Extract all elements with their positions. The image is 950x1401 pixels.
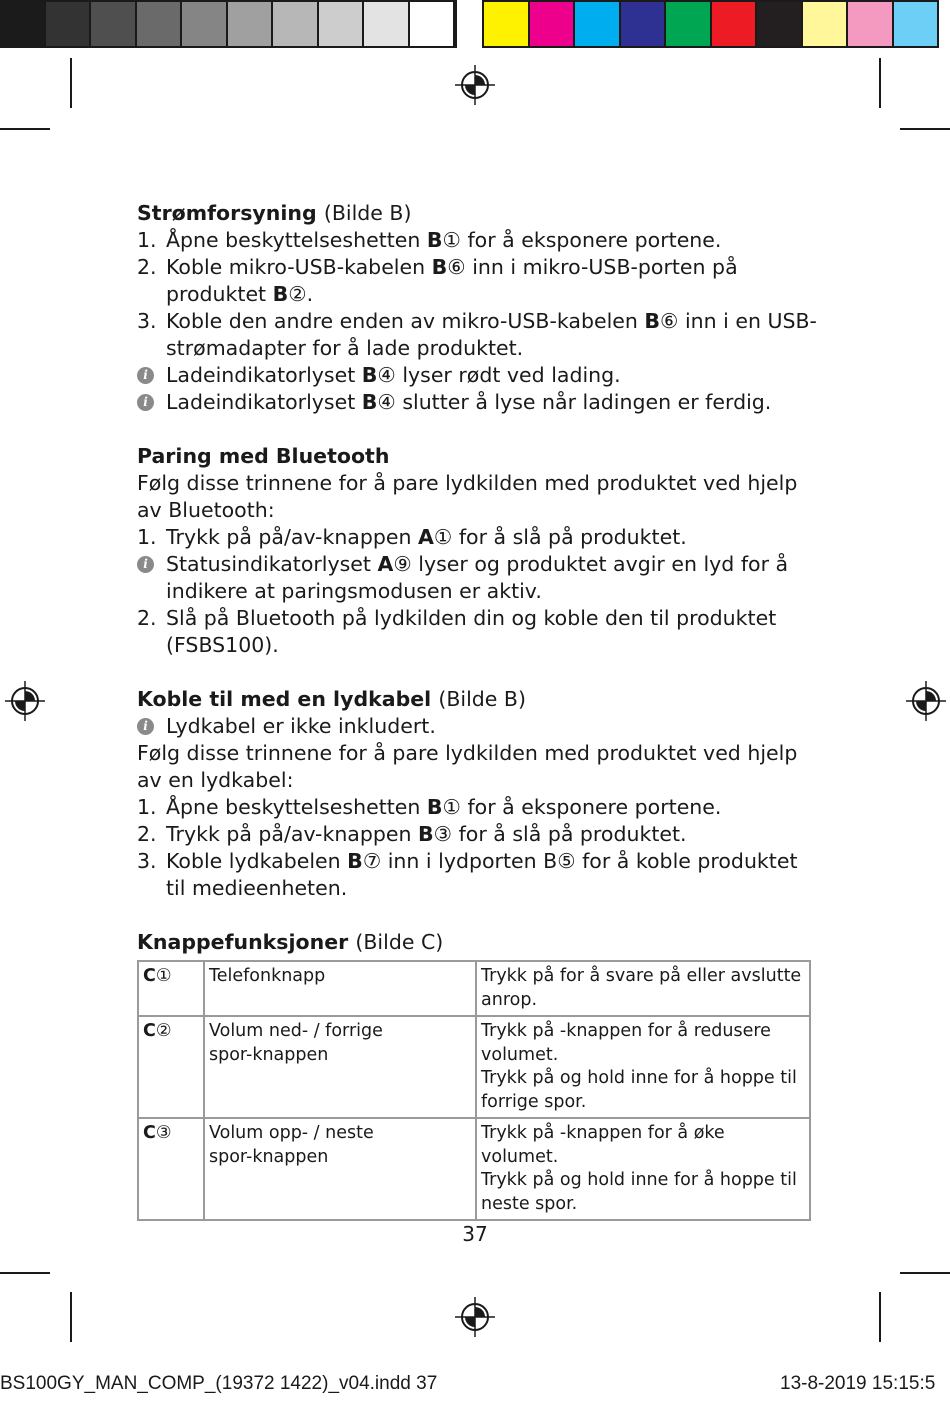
list-item: 2. Trykk på på/av-knappen B③ for å slå på produktet. [137, 822, 687, 846]
table-cell-desc: Trykk på -knappen for å redusere volumet. Trykk på og hold inne for å hoppe til forrige spor. [476, 1016, 810, 1118]
color-swatch [484, 2, 530, 46]
section-heading: Knappefunksjoner (Bilde C) [137, 930, 444, 954]
gray-swatch [182, 2, 228, 46]
crop-mark [900, 128, 950, 130]
table-cell-ref: C② [138, 1016, 204, 1118]
color-swatch [894, 2, 940, 46]
color-swatch-strip [482, 0, 939, 48]
gray-swatch [410, 2, 456, 46]
section-intro: Følg disse trinnene for å pare lydkilden med produktet ved hjelp av en lydkabel: [137, 741, 798, 792]
list-item: 1. Åpne beskyttelseshetten B① for å eksponere portene. [137, 228, 722, 252]
list-item: 1. Trykk på på/av-knappen A① for å slå på produktet. [137, 525, 687, 549]
color-swatch [803, 2, 849, 46]
list-item: 2. Slå på Bluetooth på lydkilden din og koble den til produktet (FSBS100). [137, 606, 777, 657]
table-cell-ref: C① [138, 961, 204, 1016]
section-heading: Paring med Bluetooth [137, 444, 390, 468]
table-row [138, 961, 810, 1016]
note-item: i Statusindikatorlyset A⑨ lyser og produktet avgir en lyd for å indikere at paringsmodusen er aktiv. [137, 551, 817, 605]
note-item: i Ladeindikatorlyset B④ slutter å lyse når ladingen er ferdig. [137, 389, 817, 416]
color-swatch [621, 2, 667, 46]
registration-mark-icon [5, 681, 45, 721]
info-icon: i [137, 556, 154, 573]
table-row [138, 1118, 810, 1220]
registration-mark-icon [455, 1297, 495, 1337]
color-swatch [575, 2, 621, 46]
gray-swatch [91, 2, 137, 46]
registration-mark-icon [455, 65, 495, 105]
table-cell-desc: Trykk på -knappen for å øke volumet. Trykk på og hold inne for å hoppe til neste spor. [476, 1118, 810, 1220]
gray-swatch [228, 2, 274, 46]
crop-mark [900, 1272, 950, 1274]
gray-swatch [0, 2, 46, 46]
crop-mark [879, 58, 881, 108]
crop-mark [0, 1272, 50, 1274]
section-heading: Koble til med en lydkabel (Bilde B) [137, 687, 526, 711]
info-icon: i [137, 718, 154, 735]
table-cell-name: Volum ned- / forrige spor-knappen [204, 1016, 476, 1118]
list-item: 1. Åpne beskyttelseshetten B① for å eksponere portene. [137, 795, 722, 819]
table-row [138, 1016, 810, 1118]
color-swatch [848, 2, 894, 46]
section-bluetooth-pairing [137, 443, 817, 659]
list-item: 2. Koble mikro-USB-kabelen B⑥ inn i mikro-USB-porten på produktet B②. [137, 255, 738, 306]
crop-mark [70, 58, 72, 108]
slug-date: 13-8-2019 15:15:5 [780, 1373, 936, 1394]
page-number: 37 [462, 1222, 488, 1246]
list-item: 3. Koble den andre enden av mikro-USB-kabelen B⑥ inn i en USB-strømadapter for å lade produktet. [137, 309, 817, 360]
list-item: 3. Koble lydkabelen B⑦ inn i lydporten B⑤ for å koble produktet til medieenheten. [137, 849, 798, 900]
registration-mark-icon [906, 681, 946, 721]
note-item: i Ladeindikatorlyset B④ lyser rødt ved lading. [137, 362, 817, 389]
color-swatch [666, 2, 712, 46]
info-icon: i [137, 367, 154, 384]
color-swatch [712, 2, 758, 46]
crop-mark [0, 128, 50, 130]
table-cell-name: Volum opp- / neste spor-knappen [204, 1118, 476, 1220]
gray-swatch [46, 2, 92, 46]
section-power-supply [137, 200, 817, 416]
button-functions-table [137, 960, 811, 1221]
table-cell-desc: Trykk på for å svare på eller avslutte anrop. [476, 961, 810, 1016]
crop-mark [879, 1292, 881, 1342]
crop-mark [70, 1292, 72, 1342]
section-heading: Strømforsyning (Bilde B) [137, 201, 412, 225]
manual-content [137, 200, 817, 1248]
section-button-functions [137, 929, 817, 1221]
gray-swatch [137, 2, 183, 46]
table-cell-name: Telefonknapp [204, 961, 476, 1016]
slug-filename: BS100GY_MAN_COMP_(19372 1422)_v04.indd 37 [0, 1373, 438, 1394]
gray-swatch [364, 2, 410, 46]
print-color-bar [0, 0, 950, 50]
info-icon: i [137, 394, 154, 411]
gray-swatch [319, 2, 365, 46]
gray-swatch-strip [0, 0, 457, 48]
table-cell-ref: C③ [138, 1118, 204, 1220]
gray-swatch [273, 2, 319, 46]
section-audio-cable [137, 686, 817, 902]
color-swatch [530, 2, 576, 46]
note-item: i Lydkabel er ikke inkludert. [137, 713, 817, 740]
color-swatch [757, 2, 803, 46]
section-intro: Følg disse trinnene for å pare lydkilden med produktet ved hjelp av Bluetooth: [137, 471, 798, 522]
